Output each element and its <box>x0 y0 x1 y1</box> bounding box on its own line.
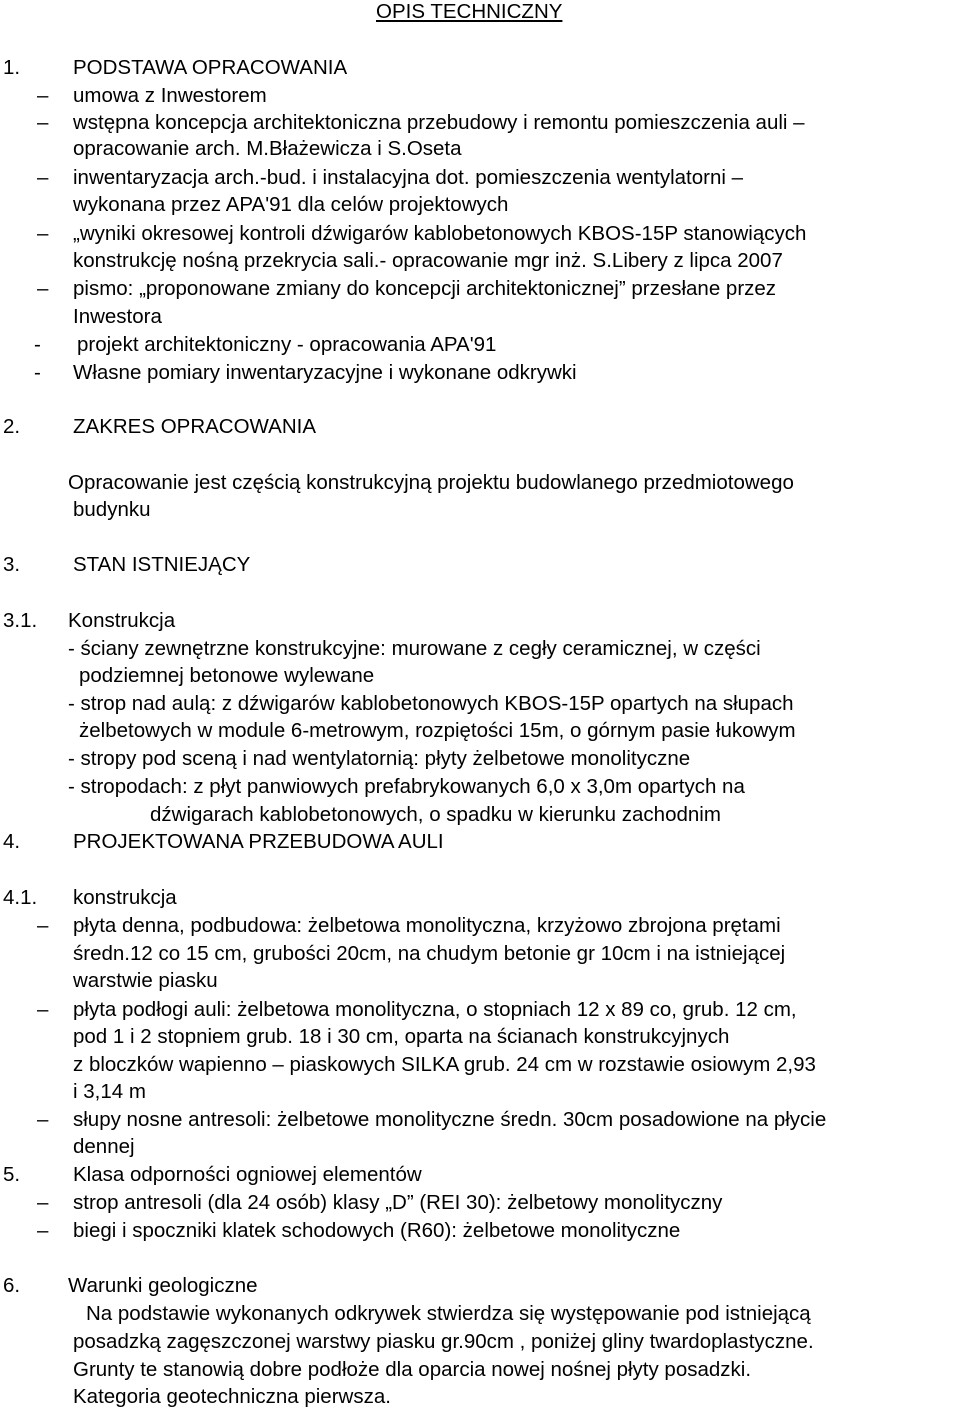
paragraph-line: - stropodach: z płyt panwiowych prefabrykowanych 6,0 x 3,0m opartych na <box>68 775 745 798</box>
section-4-heading: PROJEKTOWANA PRZEBUDOWA AULI <box>73 830 444 853</box>
paragraph-line: posadzką zagęszczonej warstwy piasku gr.90cm , poniżej gliny twardoplastyczne. <box>73 1330 814 1353</box>
list-item: płyta podłogi auli: żelbetowa monolityczna, o stopniach 12 x 89 co, grub. 12 cm, <box>73 998 797 1021</box>
list-dash: – <box>37 1219 49 1242</box>
section-1-heading: PODSTAWA OPRACOWANIA <box>73 56 348 79</box>
list-item: „wyniki okresowej kontroli dźwigarów kablobetonowych KBOS-15P stanowiących <box>73 222 807 245</box>
paragraph-line: - strop nad aulą: z dźwigarów kablobetonowych KBOS-15P opartych na słupach <box>68 692 794 715</box>
list-item: słupy nosne antresoli: żelbetowe monolityczne średn. 30cm posadowione na płycie <box>73 1108 827 1131</box>
list-item-continuation: dennej <box>73 1135 135 1158</box>
list-item-continuation: średn.12 co 15 cm, grubości 20cm, na chudym betonie gr 10cm i na istniejącej <box>73 942 786 965</box>
list-item-continuation: pod 1 i 2 stopniem grub. 18 i 30 cm, oparta na ścianach konstrukcyjnych <box>73 1025 730 1048</box>
list-item-continuation: Inwestora <box>73 305 162 328</box>
paragraph-line: Na podstawie wykonanych odkrywek stwierdza się występowanie pod istniejącą <box>86 1302 811 1325</box>
list-dash: – <box>37 84 49 107</box>
list-item: biegi i spoczniki klatek schodowych (R60): żelbetowe monolityczne <box>73 1219 681 1242</box>
paragraph-line: Kategoria geotechniczna pierwsza. <box>73 1385 391 1408</box>
section-4-1-heading: konstrukcja <box>73 886 177 909</box>
section-1-number: 1. <box>3 56 21 79</box>
list-item-continuation: warstwie piasku <box>73 969 218 992</box>
list-dash: – <box>37 1108 49 1131</box>
list-item: płyta denna, podbudowa: żelbetowa monolityczna, krzyżowo zbrojona prętami <box>73 914 781 937</box>
list-dash: – <box>37 914 49 937</box>
list-item: umowa z Inwestorem <box>73 84 267 107</box>
list-hyphen: - <box>34 333 41 356</box>
section-3-number: 3. <box>3 553 21 576</box>
list-item: wstępna koncepcja architektoniczna przebudowy i remontu pomieszczenia auli – <box>73 111 805 134</box>
list-dash: – <box>37 111 49 134</box>
list-item: Własne pomiary inwentaryzacyjne i wykonane odkrywki <box>73 361 577 384</box>
section-3-heading: STAN ISTNIEJĄCY <box>73 553 251 576</box>
paragraph-line: - ściany zewnętrzne konstrukcyjne: murowane z cegły ceramicznej, w części <box>68 637 761 660</box>
list-dash: – <box>37 222 49 245</box>
section-6-heading: Warunki geologiczne <box>68 1274 258 1297</box>
paragraph-line: - stropy pod sceną i nad wentylatornią: płyty żelbetowe monolityczne <box>68 747 691 770</box>
list-dash: – <box>37 166 49 189</box>
list-item-continuation: z bloczków wapienno – piaskowych SILKA grub. 24 cm w rozstawie osiowym 2,93 <box>73 1053 816 1076</box>
section-3-1-heading: Konstrukcja <box>68 609 176 632</box>
section-6-number: 6. <box>3 1274 21 1297</box>
list-item-continuation: opracowanie arch. M.Błażewicza i S.Oseta <box>73 137 462 160</box>
section-4-1-number: 4.1. <box>3 886 38 909</box>
paragraph-line: podziemnej betonowe wylewane <box>79 664 375 687</box>
section-5-heading: Klasa odporności ogniowej elementów <box>73 1163 422 1186</box>
list-dash: – <box>37 1191 49 1214</box>
paragraph-line: żelbetowych w module 6-metrowym, rozpiętości 15m, o górnym pasie łukowym <box>79 719 796 742</box>
list-dash: – <box>37 998 49 1021</box>
section-2-number: 2. <box>3 415 21 438</box>
list-item-continuation: konstrukcję nośną przekrycia sali.- opracowanie mgr inż. S.Libery z lipca 2007 <box>73 249 783 272</box>
paragraph-line: Opracowanie jest częścią konstrukcyjną projektu budowlanego przedmiotowego <box>68 471 794 494</box>
list-item: inwentaryzacja arch.-bud. i instalacyjna dot. pomieszczenia wentylatorni – <box>73 166 744 189</box>
paragraph-line: Grunty te stanowią dobre podłoże dla oparcia nowej nośnej płyty posadzki. <box>73 1358 752 1381</box>
section-4-number: 4. <box>3 830 21 853</box>
list-item: pismo: „proponowane zmiany do koncepcji architektonicznej” przesłane przez <box>73 277 777 300</box>
list-item-continuation: wykonana przez APA'91 dla celów projektowych <box>73 193 509 216</box>
document-title: OPIS TECHNICZNY <box>376 0 563 23</box>
list-item: strop antresoli (dla 24 osób) klasy „D” (REI 30): żelbetowy monolityczny <box>73 1191 723 1214</box>
section-5-number: 5. <box>3 1163 21 1186</box>
paragraph-line: budynku <box>73 498 151 521</box>
list-hyphen: - <box>34 361 41 384</box>
list-item: projekt architektoniczny - opracowania APA'91 <box>77 333 497 356</box>
paragraph-line: dźwigarach kablobetonowych, o spadku w kierunku zachodnim <box>150 803 721 826</box>
list-dash: – <box>37 277 49 300</box>
list-item-continuation: i 3,14 m <box>73 1080 146 1103</box>
section-2-heading: ZAKRES OPRACOWANIA <box>73 415 316 438</box>
section-3-1-number: 3.1. <box>3 609 38 632</box>
